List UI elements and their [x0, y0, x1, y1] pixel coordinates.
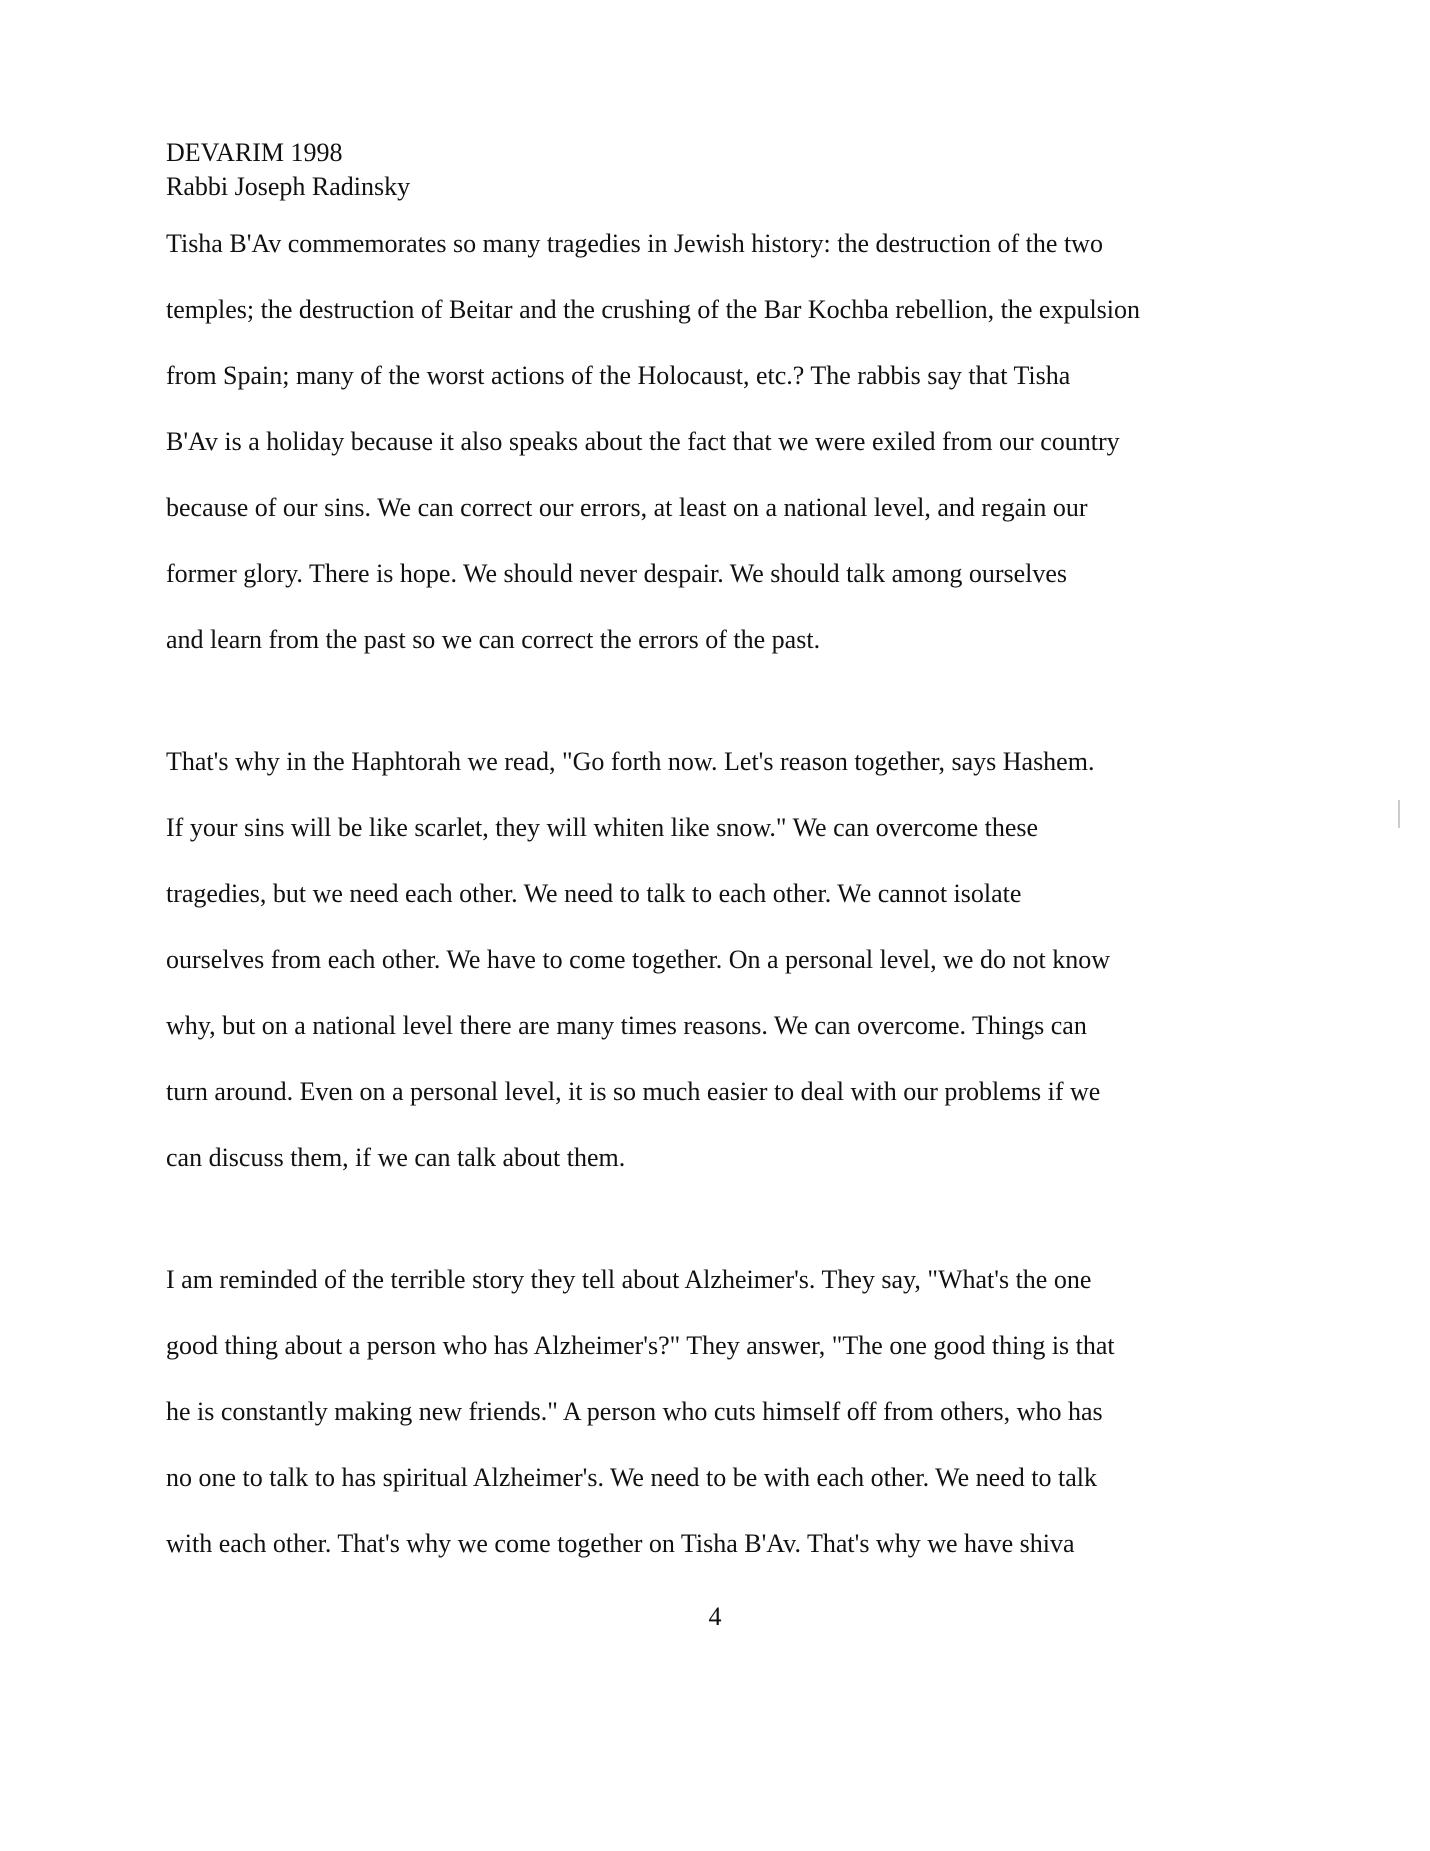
text-line: That's why in the Haphtorah we read, "Go forth now. Let's reason together, says Hashem.	[166, 747, 1095, 776]
text-line: If your sins will be like scarlet, they will whiten like snow." We can overcome these	[166, 813, 1039, 842]
document-author: Rabbi Joseph Radinsky	[166, 172, 411, 201]
text-line: and learn from the past so we can correct the errors of the past.	[166, 625, 821, 654]
paragraph-gap	[166, 687, 1276, 743]
text-line: ourselves from each other. We have to come together. On a personal level, we do not know	[166, 945, 1110, 974]
document-body	[166, 225, 1276, 1591]
text-line: B'Av is a holiday because it also speaks about the fact that we were exiled from our country	[166, 427, 1120, 456]
text-line: he is constantly making new friends." A person who cuts himself off from others, who has	[166, 1397, 1103, 1426]
text-line: from Spain; many of the worst actions of the Holocaust, etc.? The rabbis say that Tisha	[166, 361, 1071, 390]
paragraph-2	[166, 743, 1276, 1205]
text-line: can discuss them, if we can talk about them.	[166, 1143, 626, 1172]
text-line: Tisha B'Av commemorates so many tragedies in Jewish history: the destruction of the two	[166, 229, 1103, 258]
page-number: 4	[708, 1602, 722, 1631]
text-line: why, but on a national level there are many times reasons. We can overcome. Things can	[166, 1011, 1087, 1040]
text-line: with each other. That's why we come together on Tisha B'Av. That's why we have shiva	[166, 1529, 1075, 1558]
document-header	[166, 136, 1266, 204]
text-line: good thing about a person who has Alzheimer's?" They answer, "The one good thing is that	[166, 1331, 1115, 1360]
text-line: tragedies, but we need each other. We need to talk to each other. We cannot isolate	[166, 879, 1022, 908]
text-line: temples; the destruction of Beitar and the crushing of the Bar Kochba rebellion, the expulsion	[166, 295, 1141, 324]
text-line: turn around. Even on a personal level, it is so much easier to deal with our problems if we	[166, 1077, 1101, 1106]
text-line: because of our sins. We can correct our errors, at least on a national level, and regain our	[166, 493, 1088, 522]
text-line: no one to talk to has spiritual Alzheimer's. We need to be with each other. We need to talk	[166, 1463, 1097, 1492]
text-line: former glory. There is hope. We should never despair. We should talk among ourselves	[166, 559, 1068, 588]
document-title: DEVARIM 1998	[166, 138, 343, 167]
text-line: I am reminded of the terrible story they tell about Alzheimer's. They say, "What's the one	[166, 1265, 1092, 1294]
paragraph-3	[166, 1261, 1276, 1591]
paragraph-gap	[166, 1205, 1276, 1261]
scan-margin-mark	[1398, 800, 1400, 828]
paragraph-1	[166, 225, 1276, 687]
